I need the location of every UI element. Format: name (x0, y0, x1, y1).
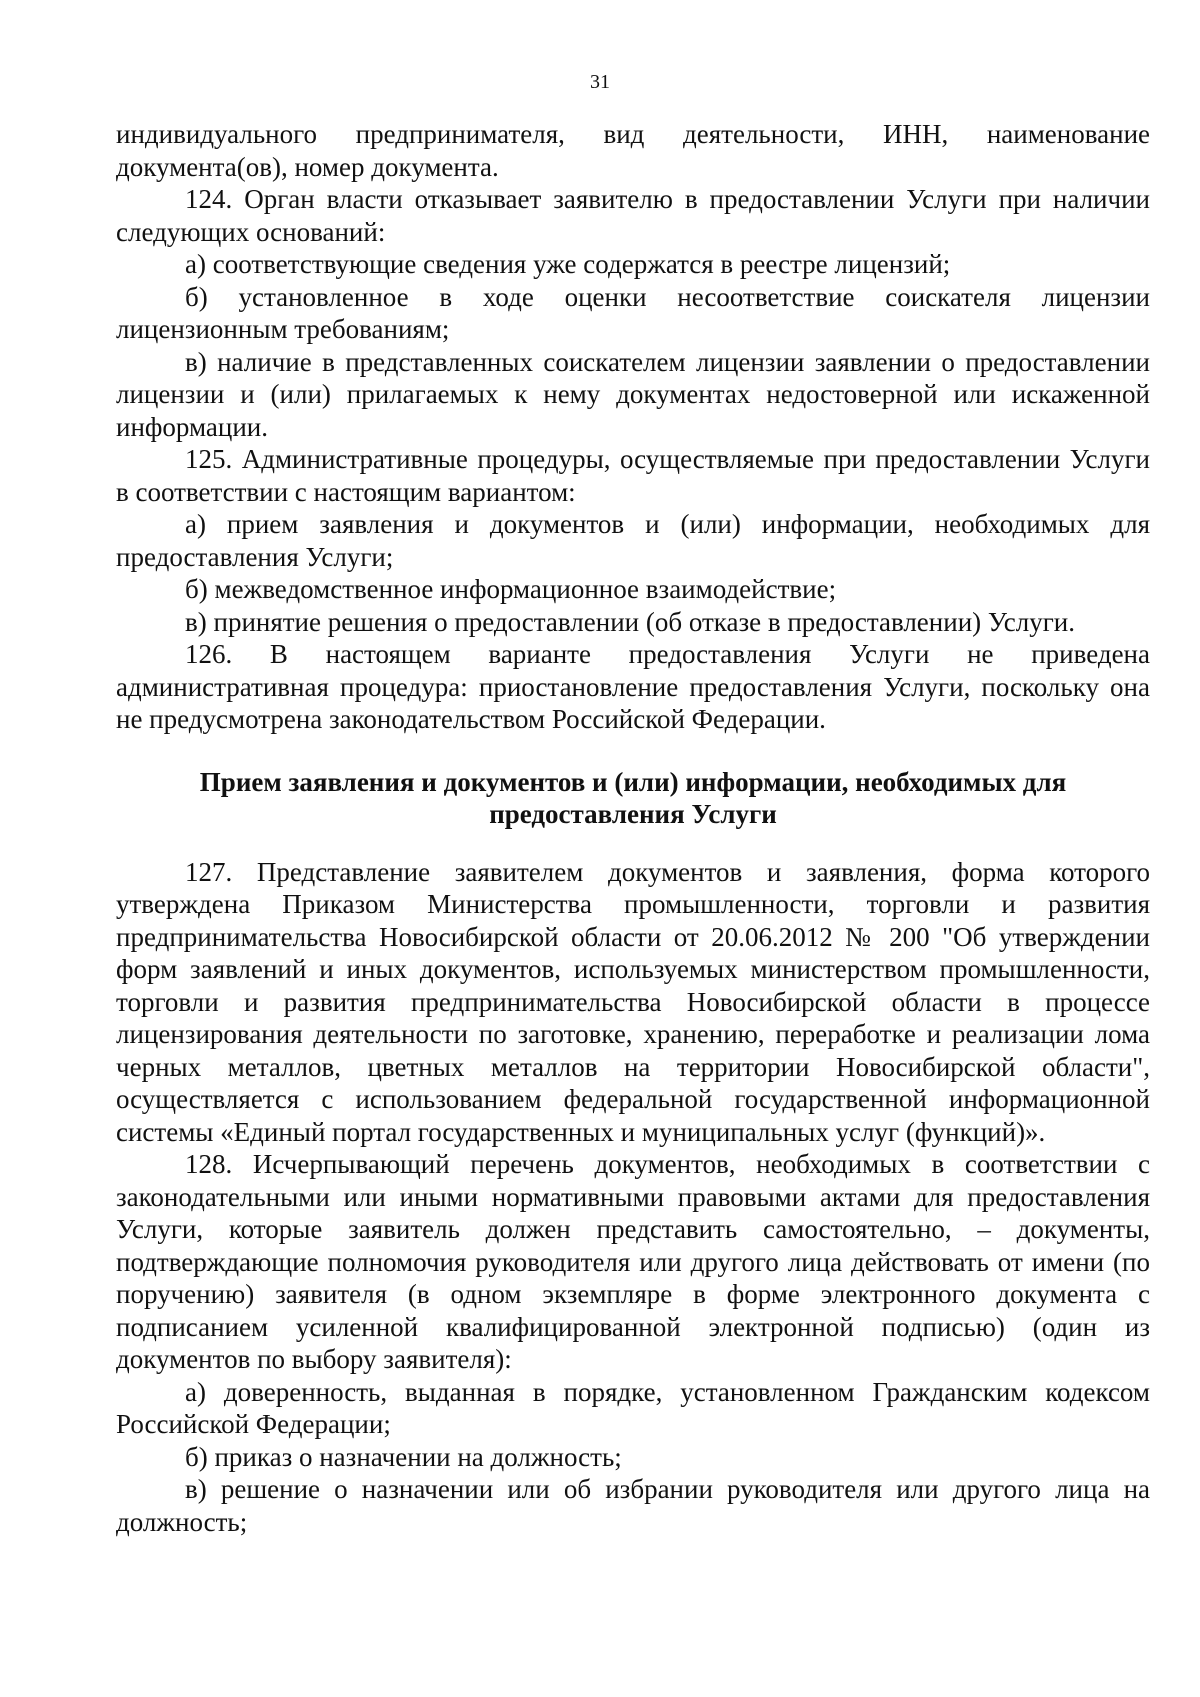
document-body (116, 118, 1150, 1538)
paragraph-128: 128. Исчерпывающий перечень документов, необходимых в соответствии с законодательными или иными нормативными правовыми актами для предоставления Услуги, которые заявитель должен представить самостоятельно, – документы, подтверждающие полномочия руководителя или другого лица действовать от имени (по поручению) заявителя (в одном экземпляре в форме электронного документа с подписанием усиленной квалифицированной электронной подписью) (один из документов по выбору заявителя): (116, 1149, 1150, 1374)
list-item-125b: б) межведомственное информационное взаимодействие; (185, 574, 837, 604)
paragraph-124: 124. Орган власти отказывает заявителю в предоставлении Услуги при наличии следующих оснований: (116, 184, 1150, 247)
paragraph-125: 125. Административные процедуры, осуществляемые при предоставлении Услуги в соответствии с настоящим вариантом: (116, 444, 1150, 507)
list-item-128c: в) решение о назначении или об избрании руководителя или другого лица на должность; (116, 1474, 1150, 1537)
list-item-125c: в) принятие решения о предоставлении (об отказе в предоставлении) Услуги. (185, 606, 1075, 637)
paragraph-continuation: индивидуального предпринимателя, вид деятельности, ИНН, наименование документа(ов), номер документа. (116, 119, 1150, 182)
list-item-124b: б) установленное в ходе оценки несоответствие соискателя лицензии лицензионным требованиям; (116, 281, 1150, 344)
list-item-128b: б) приказ о назначении на должность; (185, 1441, 622, 1472)
list-item-128a: а) доверенность, выданная в порядке, установленном Гражданским кодексом Российской Федерации; (116, 1376, 1150, 1439)
paragraph-127: 127. Представление заявителем документов и заявления, форма которого утверждена Приказом Министерства промышленности, торговли и развития предпринимательства Новосибирской области от 20.06.2012 № 200 "Об утверждении форм заявлений и иных документов, используемых министерством промышленности, торговли и развития предпринимательства Новосибирской области в процессе лицензирования деятельности по заготовке, хранению, переработке и реализации лома черных металлов, цветных металлов на территории Новосибирской области", осуществляется с использованием федеральной государственной информационной системы «Единый портал государственных и муниципальных услуг (функций)». (116, 856, 1150, 1147)
page-number: 31 (590, 71, 610, 93)
section-heading-line-2: предоставления Услуги (489, 799, 777, 829)
list-item-124c: в) наличие в представленных соискателем лицензии заявлении о предоставлении лицензии и (или) прилагаемых к нему документах недостоверной или искаженной информации. (116, 346, 1150, 442)
list-item-125a: а) прием заявления и документов и (или) информации, необходимых для предоставления Услуги; (116, 509, 1150, 572)
list-item-124a: а) соответствующие сведения уже содержатся в реестре лицензий; (185, 249, 951, 279)
section-heading (116, 766, 1150, 831)
paragraph-126: 126. В настоящем варианте предоставления Услуги не приведена административная процедура: приостановление предоставления Услуги, поскольку она не предусмотрена законодательством Российской Федерации. (116, 639, 1150, 734)
section-heading-line-1: Прием заявления и документов и (или) информации, необходимых для (199, 766, 1067, 797)
